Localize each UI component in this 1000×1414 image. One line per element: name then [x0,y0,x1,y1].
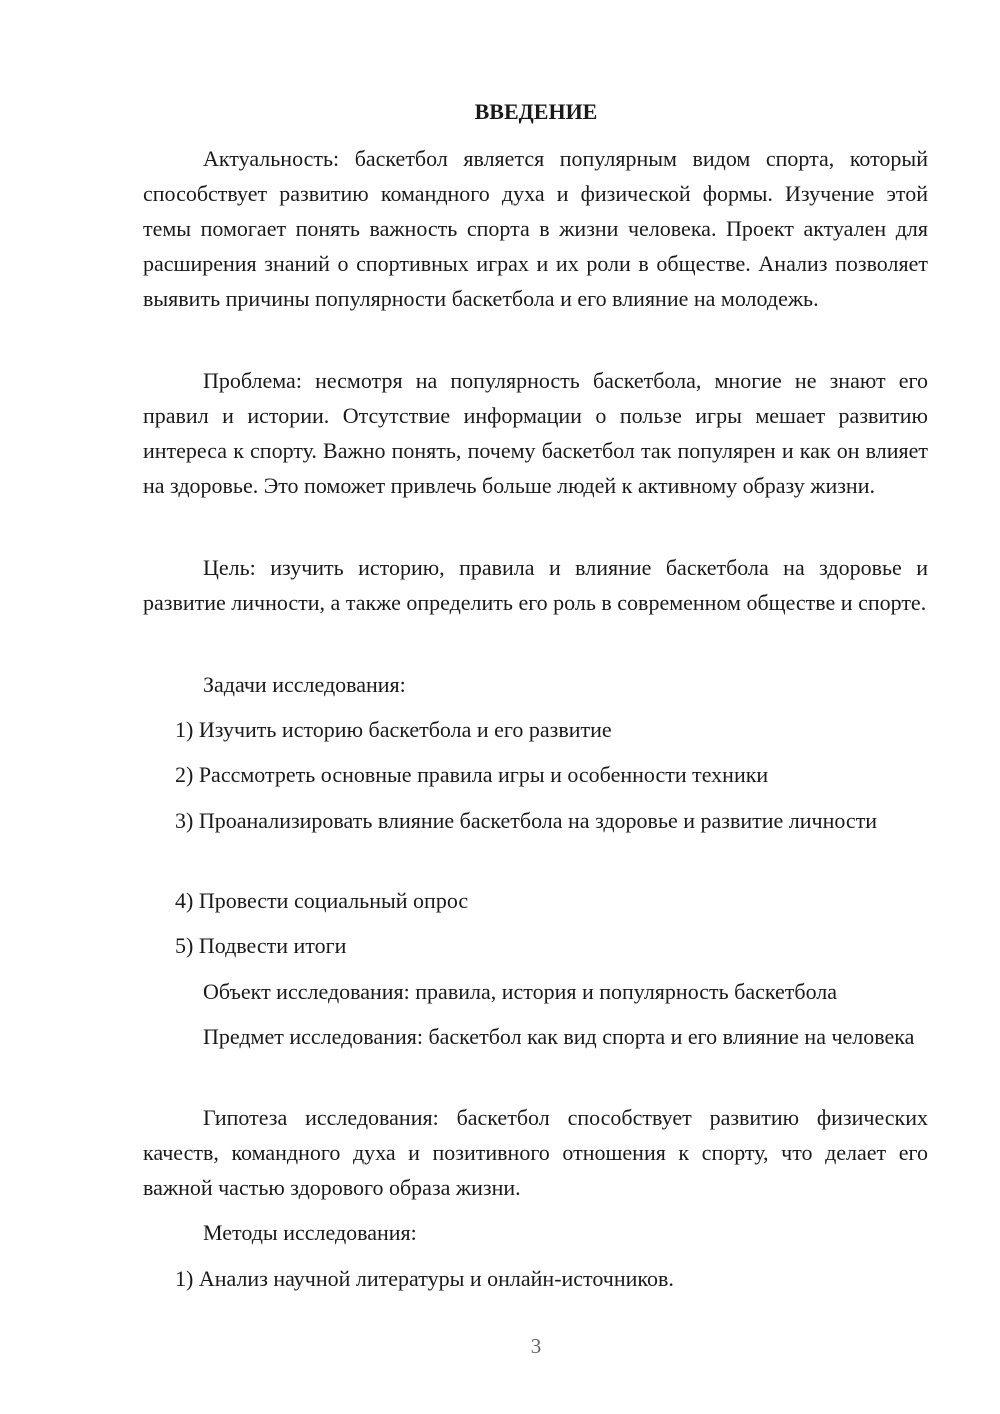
relevance-paragraph: Актуальность: баскетбол является популярным видом спорта, который способствует развитию командного духа и физической формы. Изучение этой темы помогает понять важность спорта в жизни человека. Проект актуален для расширения знаний о спортивных играх и их роли в обществе. Анализ позволяет выявить причины популярности баскетбола и его влияние на молодежь. [143,146,928,311]
task-item: 5) Подвести итоги [175,933,347,958]
page-number: 3 [530,1334,542,1358]
task-item: 1) Изучить историю баскетбола и его развитие [175,717,612,742]
method-item: 1) Анализ научной литературы и онлайн-источников. [175,1266,674,1291]
task-item: 2) Рассмотреть основные правила игры и особенности техники [175,762,769,787]
object-paragraph: Объект исследования: правила, история и популярность баскетбола [203,979,838,1004]
section-title: ВВЕДЕНИЕ [474,99,598,124]
task-item: 3) Проанализировать влияние баскетбола на здоровье и развитие личности [175,808,878,833]
methods-heading: Методы исследования: [203,1220,417,1245]
hypothesis-paragraph: Гипотеза исследования: баскетбол способствует развитию физических качеств, командного духа и позитивного отношения к спорту, что делает его важной частью здорового образа жизни. [143,1105,928,1200]
goal-paragraph: Цель: изучить историю, правила и влияние баскетбола на здоровье и развитие личности, а также определить его роль в современном обществе и спорте. [143,555,928,615]
problem-paragraph: Проблема: несмотря на популярность баскетбола, многие не знают его правил и истории. Отсутствие информации о пользе игры мешает развитию интереса к спорту. Важно понять, почему баскетбол так популярен и как он влияет на здоровье. Это поможет привлечь больше людей к активному образу жизни. [143,368,928,498]
tasks-heading: Задачи исследования: [203,672,406,697]
subject-paragraph: Предмет исследования: баскетбол как вид спорта и его влияние на человека [203,1024,915,1049]
task-item: 4) Провести социальный опрос [175,888,469,913]
